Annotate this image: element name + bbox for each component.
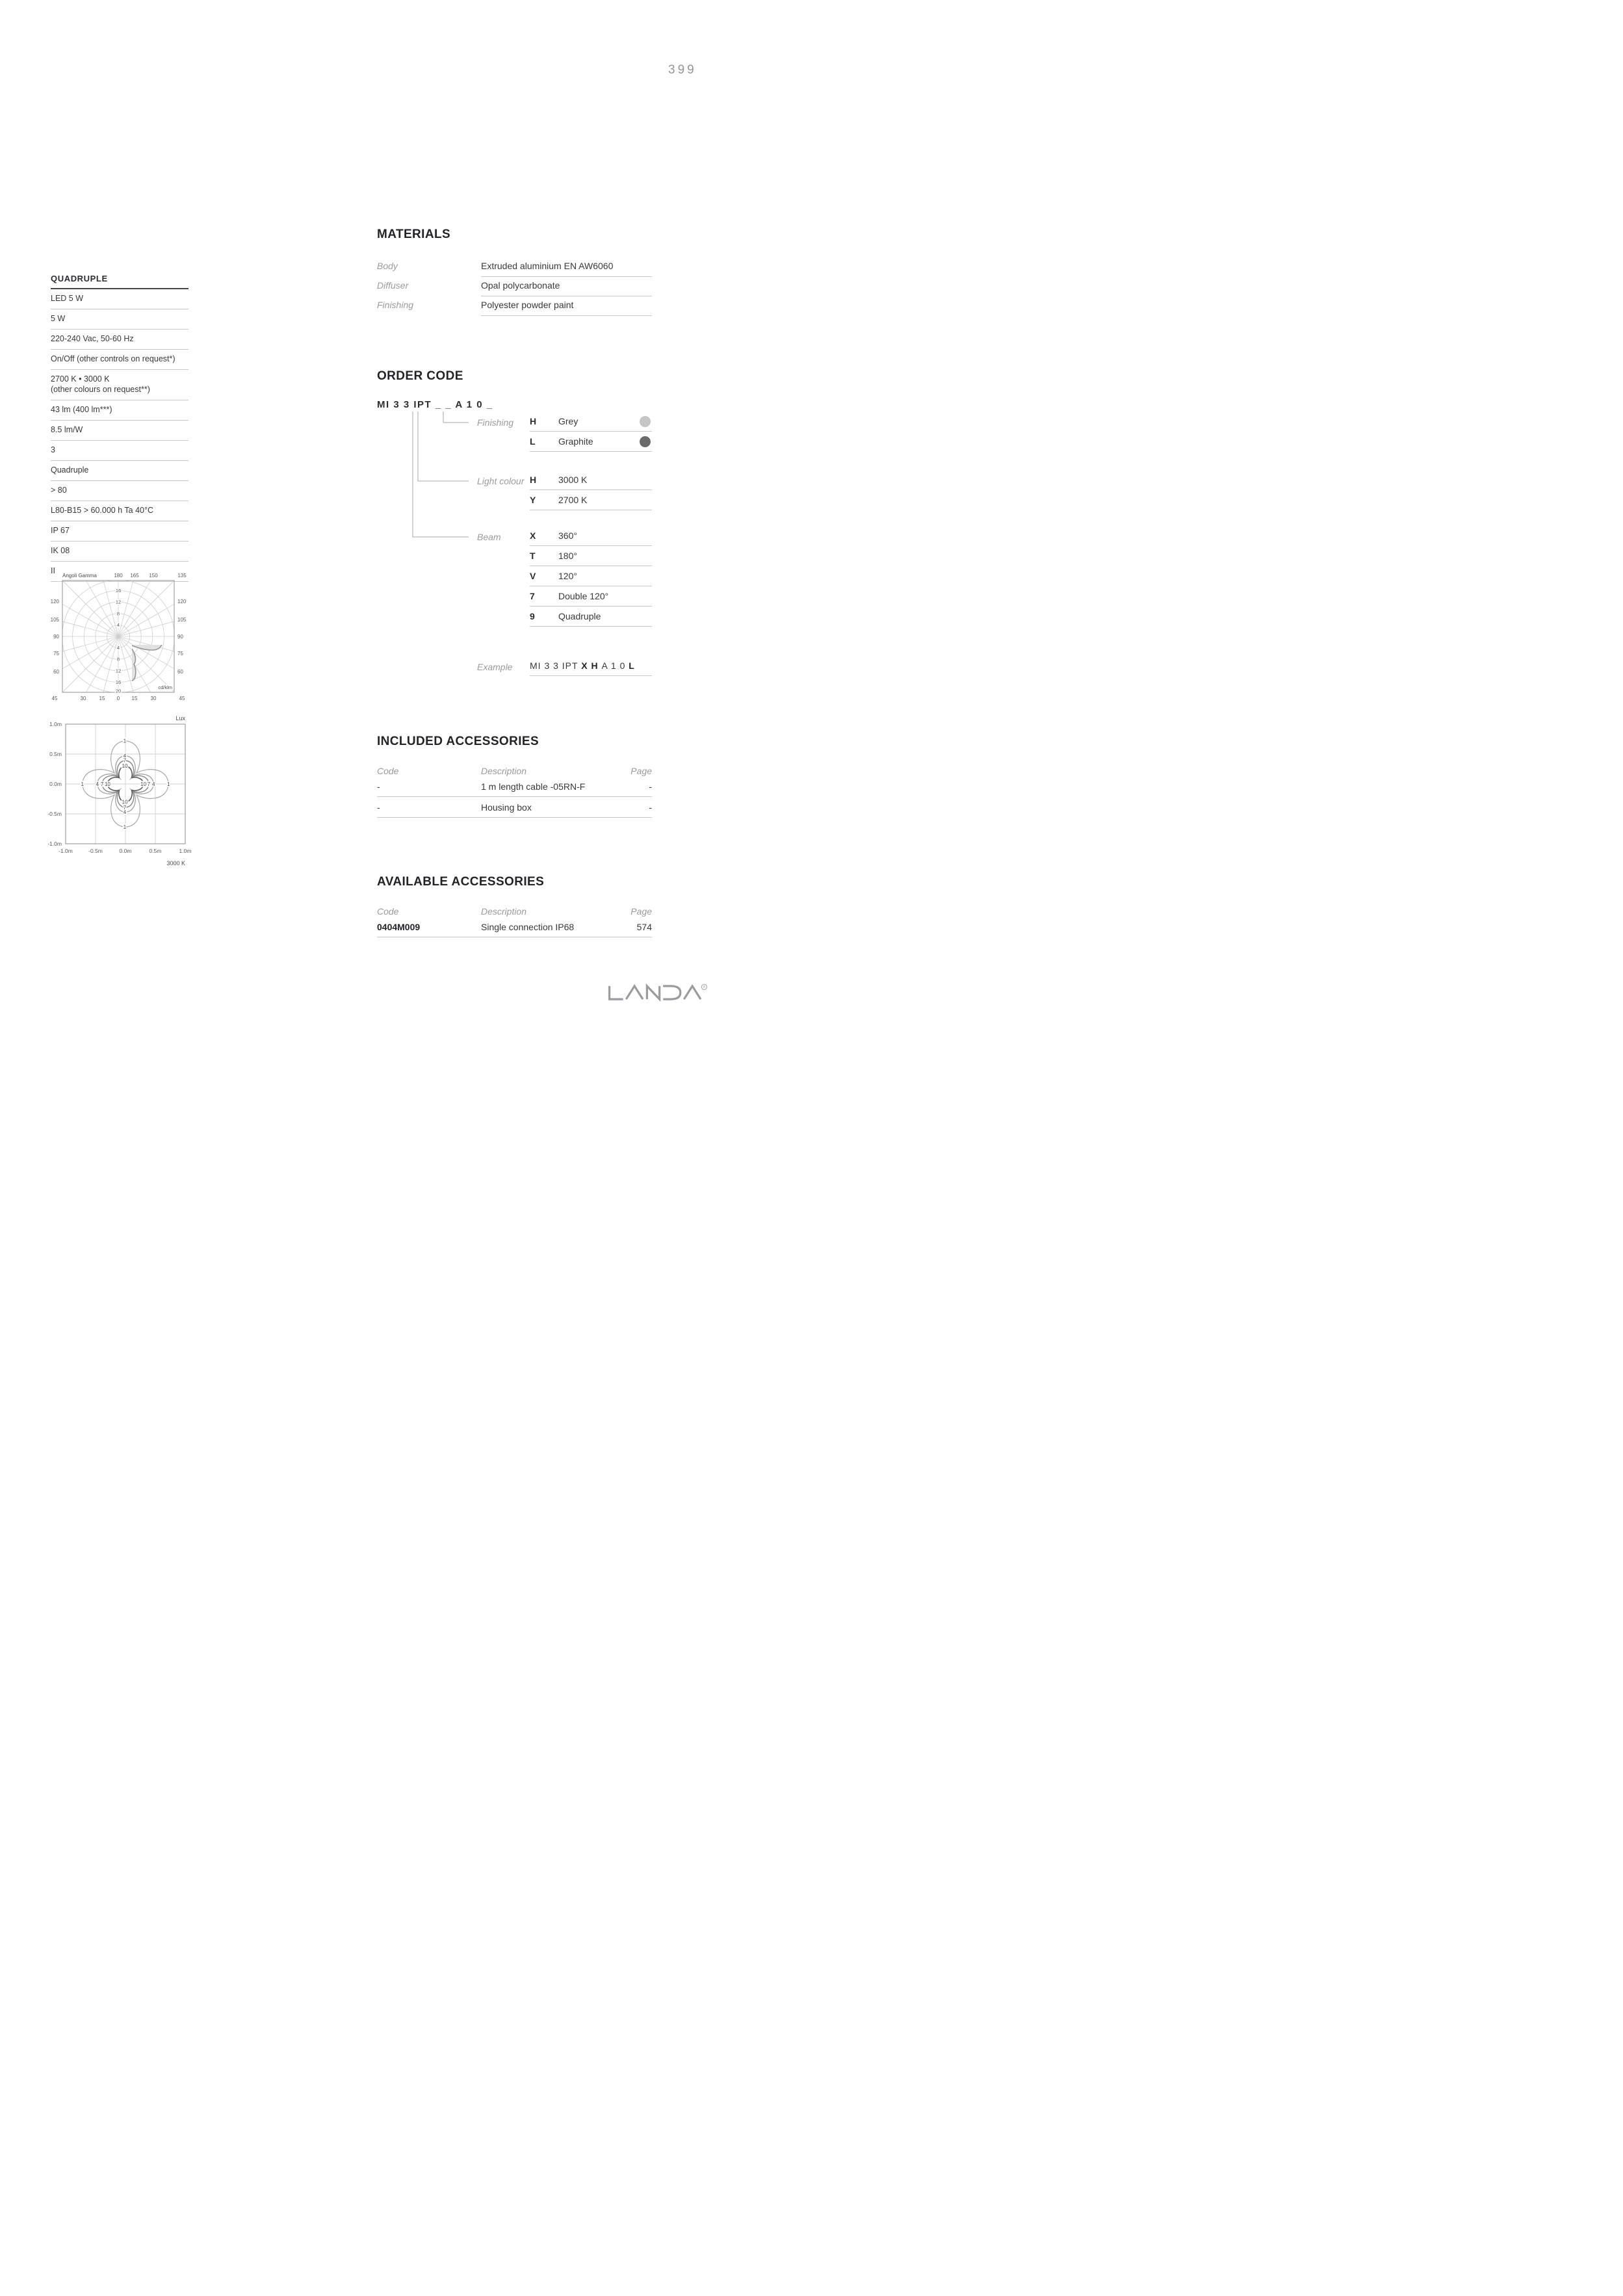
logo-letter-a2 [684,986,701,999]
chart-label: 15 [131,696,138,701]
option-value: 360° [558,530,577,541]
spec-panel-title: QUADRUPLE [51,274,188,289]
spec-row-text: > 80 [51,486,67,495]
spec-list [51,289,188,582]
table-cell-page: - [649,802,652,813]
spec-row [51,400,188,421]
order-code-title: ORDER CODE [377,369,463,383]
materials-row-label: Body [377,261,398,271]
order-group-label: Beam [477,532,501,542]
materials-row [377,277,652,296]
spec-row [51,521,188,541]
table-cell-description: Housing box [481,802,532,813]
spec-row [51,330,188,350]
spec-row-text: Quadruple [51,465,89,475]
chart-label: Lux [175,715,185,722]
chart-label: 90 [53,634,59,640]
finish-color-dot [640,436,651,447]
option-value: Grey [558,416,578,426]
example-code-part: X [581,660,591,671]
spec-row-text: 5 W [51,314,66,323]
chart-label: 180 [114,573,123,579]
order-option-row [530,546,652,566]
spec-row-text: II [51,566,55,575]
chart-label: 4 [123,809,127,816]
chart-label: 30 [80,696,86,701]
included-accessories-section [377,735,652,818]
spec-row [51,501,188,521]
chart-label: 1 [123,738,127,744]
option-value: 120° [558,571,577,581]
order-option-row [530,490,652,510]
table-header-description: Description [481,906,527,917]
chart-label: Angoli Gamma [62,573,97,579]
chart-label: 0.5m [49,751,62,757]
spec-row [51,541,188,562]
option-value: Quadruple [558,611,601,621]
chart-label: 10 [104,781,110,787]
table-header-row [377,766,652,776]
included-accessories-title: INCLUDED ACCESSORIES [377,735,539,748]
order-code-section [377,369,652,691]
example-code [530,660,635,671]
materials-row-label: Finishing [377,300,414,310]
materials-section [377,228,652,316]
table-cell-code: - [377,802,380,813]
finish-color-dot [640,416,651,427]
materials-rows [377,257,652,316]
spec-row-text: 2700 K • 3000 K [51,374,110,384]
spec-row [51,441,188,461]
option-value: 3000 K [558,475,588,485]
spec-row-text: 220-240 Vac, 50-60 Hz [51,334,134,343]
chart-label: -0.5m [88,848,103,854]
materials-row [377,257,652,277]
table-cell-code: 0404M009 [377,922,421,932]
included-accessories-table [377,766,652,818]
order-option-row [530,411,652,432]
chart-label: 10 [122,763,128,769]
chart-label: 16 [115,679,122,685]
chart-label: 10 [122,799,128,805]
available-accessories-section [377,875,652,937]
table-header-code: Code [377,906,399,917]
order-option-row [530,470,652,490]
chart-label: 4 [116,621,120,628]
spec-row-text: 8.5 lm/W [51,425,83,434]
chart-label: 8 [116,656,120,662]
order-option-list [530,411,652,452]
table-header-code: Code [377,766,399,776]
chart-label: 4 [116,645,120,651]
materials-title: MATERIALS [377,228,451,241]
landa-logo [606,983,708,1002]
chart-label: 0.0m [49,781,62,787]
option-code: 7 [530,591,535,601]
materials-row-value: Extruded aluminium EN AW6060 [481,257,652,277]
available-accessories-title: AVAILABLE ACCESSORIES [377,875,545,889]
table-header-row [377,906,652,917]
chart-label: 1 [81,781,84,787]
chart-label: 10 [140,781,147,787]
chart-label: 1 [123,824,127,831]
option-code: H [530,416,537,426]
table-row [377,917,652,937]
table-header-description: Description [481,766,527,776]
chart-label: -1.0m [47,841,62,847]
logo-letter-a [626,986,643,999]
table-row [377,797,652,818]
order-code-diagram [377,411,652,691]
order-option-row [530,586,652,607]
example-label: Example [477,662,513,672]
chart-label: 60 [177,669,183,675]
lux-diagram [47,715,192,870]
spec-row [51,370,188,400]
spec-row-text: 43 lm (400 lm***) [51,405,112,414]
chart-label: 4 [152,781,155,787]
chart-label: 0.5m [149,848,162,854]
order-option-list [530,526,652,627]
chart-label: 120 [50,599,59,605]
logo-letter-d [663,986,681,999]
chart-label: 7 [123,757,127,764]
chart-label: 1.0m [49,721,62,727]
materials-row [377,296,652,316]
chart-label: 0 [116,696,120,701]
chart-label: 20 [115,688,122,694]
chart-label: 3000 K [166,860,185,867]
option-value: Double 120° [558,591,609,601]
chart-label: 60 [53,669,59,675]
spec-row [51,481,188,501]
spec-row [51,350,188,370]
example-code-part: MI 3 3 IPT [530,660,582,671]
chart-label: 75 [177,651,183,657]
chart-label: 135 [177,573,187,579]
chart-label: 1 [167,781,170,787]
chart-label: 165 [130,573,139,579]
chart-label: 75 [53,651,59,657]
page-number: 399 [668,63,697,77]
chart-label: 7 [147,781,151,787]
spec-row-text: LED 5 W [51,294,84,303]
registered-mark-text: ® [703,985,706,990]
polar-diagram [49,572,190,711]
table-header-page: Page [630,766,652,776]
spec-row [51,421,188,441]
table-header-page: Page [630,906,652,917]
chart-label: 45 [179,696,185,701]
spec-row-text: On/Off (other controls on request*) [51,354,175,363]
chart-label: 150 [149,573,158,579]
spec-row [51,309,188,330]
materials-row-label: Diffuser [377,280,409,291]
materials-row-value: Opal polycarbonate [481,277,652,296]
table-cell-description: 1 m length cable -05RN-F [481,781,586,792]
chart-label: 12 [115,599,122,605]
option-value: 180° [558,551,577,561]
chart-label: 15 [99,696,105,701]
table-cell-code: - [377,781,380,792]
spec-row-text2: (other colours on request**) [51,385,150,394]
order-option-row [530,432,652,452]
table-row [377,776,652,797]
chart-label: 1.0m [179,848,192,854]
chart-label: -1.0m [58,848,73,854]
option-code: H [530,475,537,485]
spec-row-text: IK 08 [51,546,70,555]
spec-row [51,461,188,481]
table-cell-page: - [649,781,652,792]
chart-label: 105 [50,617,59,623]
chart-label: 12 [115,668,122,674]
materials-row-value: Polyester powder paint [481,296,652,316]
option-code: V [530,571,536,581]
option-code: X [530,530,536,541]
spec-panel [51,274,188,582]
example-code-part: A 1 0 [601,660,629,671]
chart-label: 0.0m [119,848,132,854]
example-code-part: H [591,660,602,671]
table-cell-page: 574 [636,922,652,932]
catalog-page [0,0,715,1011]
spec-row [51,289,188,309]
chart-label: 45 [51,696,58,701]
chart-label: -0.5m [47,811,62,817]
spec-row-text: L80-B15 > 60.000 h Ta 40°C [51,506,154,515]
option-code: L [530,436,536,447]
chart-label: 90 [177,634,183,640]
spec-row-text: 3 [51,445,55,454]
example-code-part: L [629,660,635,671]
chart-label: 7 [123,804,127,811]
option-value: 2700 K [558,495,588,505]
order-option-row [530,566,652,586]
order-group-label: Light colour [477,476,525,486]
spec-row-text: IP 67 [51,526,70,535]
option-code: T [530,551,536,561]
option-value: Graphite [558,436,593,447]
order-option-row [530,526,652,546]
available-accessories-table [377,906,652,937]
order-group-label: Finishing [477,417,514,428]
chart-label: 8 [116,610,120,617]
chart-label: 7 [100,781,104,787]
chart-label: 105 [177,617,187,623]
chart-label: 16 [115,588,122,594]
logo-letter-n [647,986,659,999]
order-code-value: MI 3 3 IPT _ _ A 1 0 _ [377,399,493,410]
order-option-row [530,607,652,627]
order-option-list [530,470,652,510]
option-code: 9 [530,611,535,621]
example-row [530,656,652,676]
table-cell-description: Single connection IP68 [481,922,575,932]
logo-letter-l [610,986,623,999]
chart-label: 120 [177,599,187,605]
chart-label: cd/klm [158,685,172,690]
chart-label: 4 [96,781,99,787]
chart-label: 4 [123,753,127,759]
chart-label: 30 [150,696,157,701]
option-code: Y [530,495,536,505]
